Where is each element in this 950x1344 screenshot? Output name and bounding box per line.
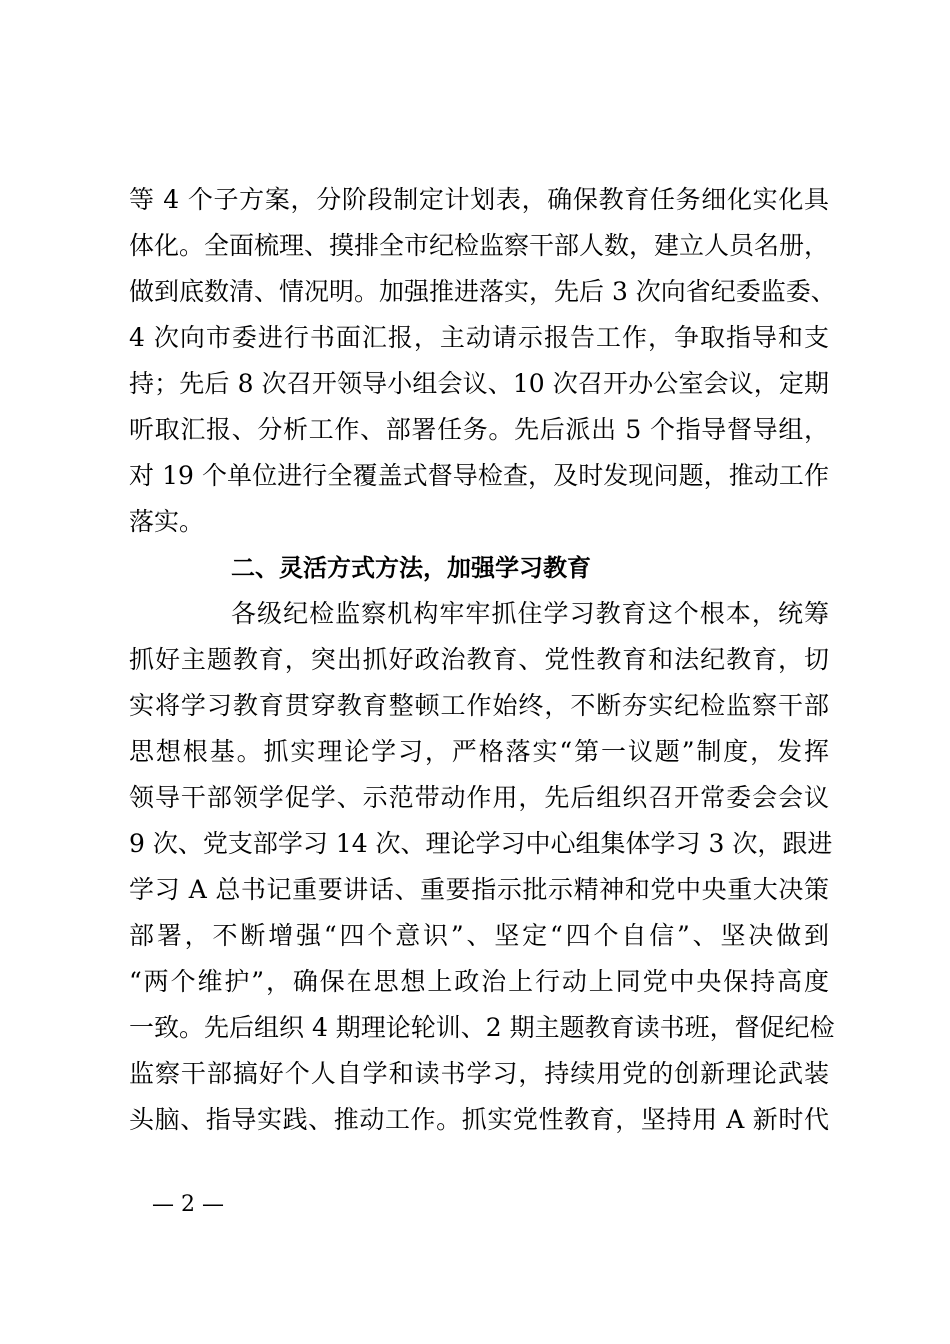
paragraph-line: 等 4 个子方案，分阶段制定计划表，确保教育任务细化实化具 bbox=[129, 185, 829, 214]
paragraph-line: 听取汇报、分析工作、部署任务。先后派出 5 个指导督导组， bbox=[129, 415, 829, 444]
section-heading: 二、灵活方式方法，加强学习教育 bbox=[231, 554, 591, 582]
paragraph-line: 持；先后 8 次召开领导小组会议、10 次召开办公室会议，定期 bbox=[129, 369, 829, 398]
paragraph-line: 体化。全面梳理、摸排全市纪检监察干部人数，建立人员名册， bbox=[129, 231, 830, 260]
paragraph-line: 抓好主题教育，突出抓好政治教育、党性教育和法纪教育，切 bbox=[129, 645, 829, 674]
paragraph-line: 9 次、党支部学习 14 次、理论学习中心组集体学习 3 次，跟进 bbox=[129, 829, 833, 858]
paragraph-line: “两个维护”，确保在思想上政治上行动上同党中央保持高度 bbox=[129, 967, 829, 996]
paragraph-line: 头脑、指导实践、推动工作。抓实党性教育，坚持用 A 新时代 bbox=[129, 1105, 829, 1134]
paragraph-line: 一致。先后组织 4 期理论轮训、2 期主题教育读书班，督促纪检 bbox=[129, 1013, 835, 1042]
paragraph-line: 4 次向市委进行书面汇报，主动请示报告工作，争取指导和支 bbox=[129, 323, 829, 352]
paragraph-line: 实将学习教育贯穿教育整顿工作始终，不断夯实纪检监察干部 bbox=[129, 691, 829, 720]
page-number: — 2 — bbox=[152, 1192, 224, 1217]
paragraph-line: 各级纪检监察机构牢牢抓住学习教育这个根本，统筹 bbox=[231, 599, 829, 628]
paragraph-line: 落实。 bbox=[129, 507, 205, 536]
paragraph-line: 监察干部搞好个人自学和读书学习，持续用党的创新理论武装 bbox=[129, 1059, 829, 1088]
paragraph-line: 部署，不断增强“四个意识”、坚定“四个自信”、坚决做到 bbox=[129, 921, 829, 950]
paragraph-line: 对 19 个单位进行全覆盖式督导检查，及时发现问题，推动工作 bbox=[129, 461, 829, 490]
paragraph-line: 学习 A 总书记重要讲话、重要指示批示精神和党中央重大决策 bbox=[129, 875, 829, 904]
paragraph-line: 思想根基。抓实理论学习，严格落实“第一议题”制度，发挥 bbox=[129, 737, 829, 766]
paragraph-line: 领导干部领学促学、示范带动作用，先后组织召开常委会会议 bbox=[129, 783, 829, 812]
paragraph-line: 做到底数清、情况明。加强推进落实，先后 3 次向省纪委监委、 bbox=[129, 277, 836, 306]
